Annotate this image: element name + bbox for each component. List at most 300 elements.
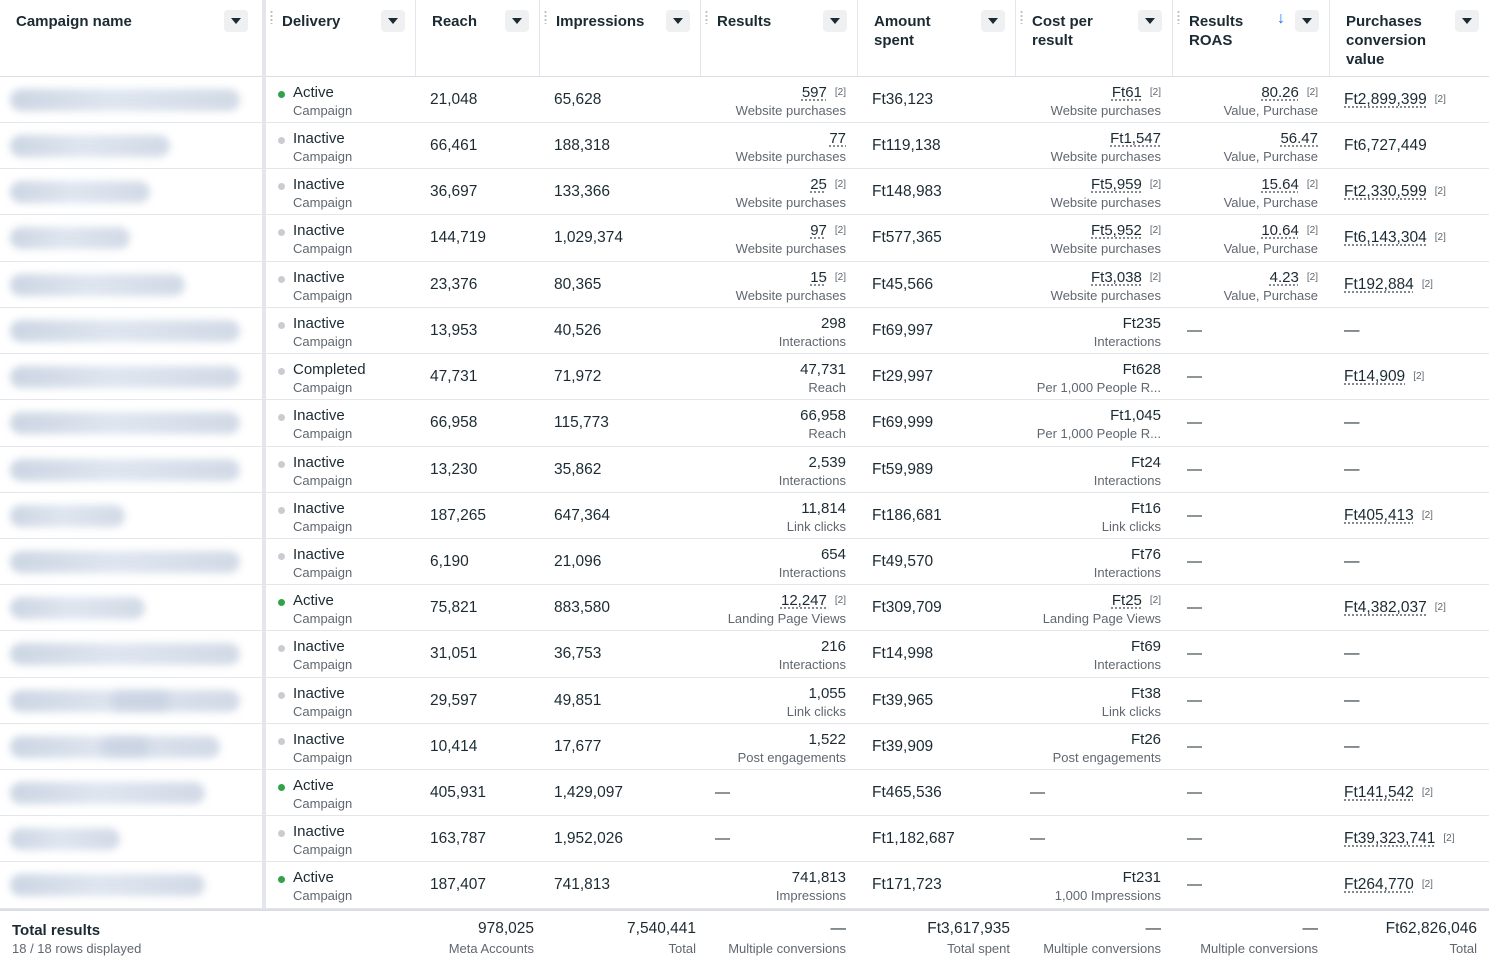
results-label: Link clicks: [786, 519, 846, 534]
campaign-name-redacted-part: [110, 692, 170, 710]
results-value-line: [701, 499, 846, 518]
header-label: Reach: [432, 13, 478, 30]
column-resize-handle[interactable]: [1020, 10, 1023, 24]
roas-empty: —: [1187, 368, 1202, 385]
table-row[interactable]: [0, 862, 1489, 909]
results-value-line: [701, 591, 846, 610]
results-value: 2,539: [808, 454, 846, 471]
results-cell: [701, 539, 846, 585]
reach-cell: 29,597: [430, 692, 478, 709]
pcv-value[interactable]: Ft14,909: [1344, 368, 1406, 385]
cpr-value[interactable]: Ft5,952: [1091, 222, 1142, 239]
results-label: Interactions: [778, 473, 846, 488]
cost-per-result-cell: [1016, 770, 1161, 816]
table-row[interactable]: [0, 400, 1489, 447]
campaign-name-cell[interactable]: [0, 308, 262, 354]
purchases-conversion-value-cell: [1330, 262, 1489, 308]
table-row[interactable]: [0, 354, 1489, 400]
cpr-empty: —: [1030, 830, 1045, 847]
footnote-marker: [2]: [1306, 272, 1318, 283]
table-row[interactable]: [0, 169, 1489, 215]
delivery-cell: [266, 169, 416, 215]
delivery-cell: [266, 308, 416, 354]
reach-cell: 187,265: [430, 507, 487, 524]
status-dot-icon: [278, 599, 285, 606]
delivery-level: Campaign: [293, 241, 353, 256]
campaign-name-redacted[interactable]: [10, 320, 240, 342]
results-label: Website purchases: [735, 149, 846, 164]
purchases-conversion-value-cell: [1330, 169, 1489, 215]
impressions-cell: 1,429,097: [554, 784, 623, 801]
cpr-value: Ft76: [1130, 546, 1161, 563]
table-row[interactable]: [0, 539, 1489, 585]
status-dot-icon: [278, 91, 285, 98]
cpr-value: Ft26: [1130, 731, 1161, 748]
delivery-cell: [266, 493, 416, 539]
cost-per-result-cell: [1016, 585, 1161, 631]
caret-down-icon[interactable]: [666, 10, 690, 32]
results-label: Reach: [808, 380, 846, 395]
cpr-label: Website purchases: [1050, 195, 1161, 210]
impressions-cell: 1,029,374: [554, 229, 623, 246]
footnote-marker: [2]: [1149, 179, 1161, 190]
roas-empty: —: [1187, 507, 1202, 524]
header-delivery[interactable]: [266, 0, 416, 76]
table-row[interactable]: [0, 631, 1489, 678]
header-cost-per-result[interactable]: [1016, 0, 1173, 76]
status-dot-icon: [278, 692, 285, 699]
cpr-label: Interactions: [1093, 473, 1161, 488]
pcv-value[interactable]: Ft192,884: [1344, 276, 1414, 293]
campaign-name-cell[interactable]: [0, 400, 262, 446]
delivery-status: Inactive: [293, 130, 345, 147]
amount-spent-cell: Ft69,997: [872, 322, 934, 339]
table-row[interactable]: [0, 262, 1489, 308]
campaign-name-redacted[interactable]: [10, 459, 240, 481]
cost-per-result-cell: [1016, 400, 1161, 446]
caret-down-icon[interactable]: [1455, 10, 1479, 32]
pcv-value[interactable]: Ft264,770: [1344, 876, 1414, 893]
arrow-down-icon[interactable]: ↓: [1277, 10, 1285, 27]
roas-value[interactable]: 56.47: [1280, 130, 1318, 147]
footnote-marker: [2]: [1421, 279, 1433, 290]
caret-down-icon[interactable]: [1138, 10, 1162, 32]
delivery-status: Inactive: [293, 546, 345, 563]
delivery-level: Campaign: [293, 149, 353, 164]
campaign-name-redacted[interactable]: [10, 828, 120, 850]
campaign-name-redacted[interactable]: [10, 874, 205, 896]
footnote-marker: [2]: [1306, 87, 1318, 98]
delivery-cell: [266, 724, 416, 770]
cpr-value[interactable]: Ft3,038: [1091, 269, 1142, 286]
caret-down-icon[interactable]: [505, 10, 529, 32]
roas-value-line: [1173, 129, 1318, 148]
delivery-cell: [266, 77, 416, 123]
header-reach[interactable]: [416, 0, 540, 76]
caret-down-icon[interactable]: [981, 10, 1005, 32]
results-roas-cell: [1173, 308, 1318, 354]
roas-empty: —: [1187, 784, 1202, 801]
cpr-label: Interactions: [1093, 657, 1161, 672]
results-value[interactable]: 12,247: [780, 592, 827, 609]
results-value: 47,731: [800, 361, 846, 378]
campaign-name-cell[interactable]: [0, 770, 262, 816]
pcv-value[interactable]: Ft2,330,599: [1344, 183, 1427, 200]
roas-empty: —: [1187, 461, 1202, 478]
total-reach-label: Meta Accounts: [448, 941, 534, 956]
campaign-name-redacted[interactable]: [10, 551, 240, 573]
campaign-name-cell[interactable]: [0, 585, 262, 631]
results-label: Post engagements: [737, 750, 846, 765]
status-dot-icon: [278, 183, 285, 190]
table-row[interactable]: [0, 724, 1489, 770]
purchases-conversion-value-cell: —: [1344, 645, 1360, 662]
results-value-line: [701, 730, 846, 749]
delivery-level: Campaign: [293, 103, 353, 118]
total-amount-value: Ft3,617,935: [927, 920, 1010, 937]
footnote-marker: [2]: [1149, 225, 1161, 236]
campaign-name-cell[interactable]: [0, 678, 262, 724]
roas-value-line: [1173, 175, 1318, 194]
results-roas-cell: [1173, 215, 1318, 261]
reach-cell: 13,953: [430, 322, 478, 339]
total-results-label: Multiple conversions: [728, 941, 846, 956]
delivery-cell: [266, 539, 416, 585]
campaign-name-cell[interactable]: [0, 447, 262, 493]
purchases-conversion-value-cell: —: [1344, 553, 1360, 570]
delivery-level: Campaign: [293, 888, 353, 903]
results-value: 741,813: [791, 869, 846, 886]
campaign-name-cell[interactable]: [0, 539, 262, 585]
total-impressions-value: 7,540,441: [627, 920, 696, 937]
total-pcv-value: Ft62,826,046: [1385, 920, 1477, 937]
cpr-value[interactable]: Ft25: [1111, 592, 1142, 609]
campaign-name-cell[interactable]: [0, 169, 262, 215]
cpr-value-line: [1016, 499, 1161, 518]
results-cell: [701, 169, 846, 215]
impressions-cell: 21,096: [554, 553, 602, 570]
results-cell: [701, 308, 846, 354]
cost-per-result-cell: [1016, 308, 1161, 354]
delivery-status: Inactive: [293, 454, 345, 471]
results-value-line: [701, 360, 846, 379]
amount-spent-cell: Ft465,536: [872, 784, 942, 801]
results-value-line: [701, 453, 846, 472]
campaign-name-cell[interactable]: [0, 215, 262, 261]
amount-spent-cell: Ft171,723: [872, 876, 942, 893]
cpr-value-line: [1016, 730, 1161, 749]
results-cell: [701, 770, 846, 816]
delivery-cell: [266, 354, 416, 400]
total-purchases-conversion-value: [1330, 919, 1477, 959]
campaign-name-cell[interactable]: [0, 123, 262, 169]
roas-empty: —: [1187, 414, 1202, 431]
amount-spent-cell: Ft186,681: [872, 507, 942, 524]
results-value-line: [701, 868, 846, 887]
header-amount-spent[interactable]: [858, 0, 1016, 76]
campaign-name-redacted[interactable]: [10, 782, 205, 804]
column-resize-handle[interactable]: [1177, 10, 1180, 24]
footnote-marker: [2]: [1443, 833, 1455, 844]
header-results-roas[interactable]: [1173, 0, 1330, 76]
roas-value-line: [1173, 221, 1318, 240]
results-value: 66,958: [800, 407, 846, 424]
results-roas-cell: [1173, 539, 1318, 585]
delivery-status: Inactive: [293, 176, 345, 193]
campaign-name-cell[interactable]: [0, 493, 262, 539]
reach-cell: 23,376: [430, 276, 478, 293]
delivery-status: Completed: [293, 361, 366, 378]
table-row[interactable]: [0, 585, 1489, 631]
footnote-marker: [2]: [834, 179, 846, 190]
cpr-label: Website purchases: [1050, 288, 1161, 303]
pcv-value[interactable]: Ft39,323,741: [1344, 830, 1436, 847]
caret-down-icon[interactable]: [381, 10, 405, 32]
campaign-name-cell[interactable]: [0, 262, 262, 308]
roas-value[interactable]: 4.23: [1269, 269, 1299, 286]
delivery-status: Inactive: [293, 731, 345, 748]
footnote-marker: [2]: [1421, 510, 1433, 521]
status-dot-icon: [278, 461, 285, 468]
cost-per-result-cell: [1016, 724, 1161, 770]
campaign-name-redacted[interactable]: [10, 274, 185, 296]
pcv-value[interactable]: Ft405,413: [1344, 507, 1414, 524]
results-label: Impressions: [775, 888, 846, 903]
roas-empty: —: [1187, 876, 1202, 893]
impressions-cell: 40,526: [554, 322, 602, 339]
table-row[interactable]: [0, 770, 1489, 816]
footnote-marker: [2]: [1306, 225, 1318, 236]
results-label: Website purchases: [735, 288, 846, 303]
roas-empty: —: [1187, 645, 1202, 662]
total-impressions: [540, 919, 696, 959]
pcv-value[interactable]: Ft141,542: [1344, 784, 1414, 801]
total-amount-spent: [858, 919, 1010, 959]
results-label: Landing Page Views: [727, 611, 846, 626]
roas-empty: —: [1187, 322, 1202, 339]
delivery-cell: [266, 447, 416, 493]
column-resize-handle[interactable]: [705, 10, 708, 24]
campaign-name-redacted[interactable]: [10, 227, 130, 249]
results-value-line: [701, 314, 846, 333]
roas-label: Value, Purchase: [1223, 195, 1318, 210]
results-cell: [701, 262, 846, 308]
cpr-value: Ft235: [1122, 315, 1161, 332]
cost-per-result-cell: [1016, 862, 1161, 908]
table-row[interactable]: [0, 215, 1489, 262]
roas-value[interactable]: 10.64: [1261, 222, 1299, 239]
roas-label: Value, Purchase: [1223, 149, 1318, 164]
purchases-conversion-value-cell: [1330, 585, 1489, 631]
header-label-line: Results: [1189, 13, 1244, 30]
pcv-value: Ft6,727,449: [1344, 137, 1427, 154]
results-cell: [701, 123, 846, 169]
impressions-cell: 115,773: [554, 414, 609, 431]
campaign-name-cell[interactable]: [0, 77, 262, 123]
footnote-marker: [2]: [1434, 232, 1446, 243]
total-roas-value: —: [1302, 920, 1318, 937]
impressions-cell: 741,813: [554, 876, 611, 893]
cpr-value[interactable]: Ft5,959: [1091, 176, 1142, 193]
campaign-name-redacted[interactable]: [10, 366, 240, 388]
footnote-marker: [2]: [1434, 94, 1446, 105]
impressions-cell: 17,677: [554, 738, 602, 755]
delivery-level: Campaign: [293, 611, 353, 626]
amount-spent-cell: Ft29,997: [872, 368, 934, 385]
reach-cell: 66,461: [430, 137, 478, 154]
cost-per-result-cell: [1016, 816, 1161, 862]
delivery-level: Campaign: [293, 704, 353, 719]
column-resize-handle[interactable]: [270, 10, 273, 24]
results-value-line: [701, 175, 846, 194]
impressions-cell: 188,318: [554, 137, 611, 154]
reach-cell: 31,051: [430, 645, 478, 662]
delivery-cell: [266, 816, 416, 862]
delivery-status: Active: [293, 777, 334, 794]
header-purchases-conversion-value[interactable]: [1330, 0, 1489, 76]
roas-value[interactable]: 80.26: [1261, 84, 1299, 101]
cpr-label: Website purchases: [1050, 149, 1161, 164]
cpr-value-line: [1016, 591, 1161, 610]
results-label: Link clicks: [786, 704, 846, 719]
cost-per-result-cell: [1016, 631, 1161, 677]
caret-down-icon[interactable]: [1295, 10, 1319, 32]
total-results-value: —: [830, 920, 846, 937]
campaign-name-redacted[interactable]: [10, 135, 170, 157]
campaign-name-redacted-part: [100, 738, 150, 756]
campaign-name-cell[interactable]: [0, 354, 262, 400]
cpr-label: Link clicks: [1101, 519, 1161, 534]
status-dot-icon: [278, 645, 285, 652]
results-cell: [701, 816, 846, 862]
campaign-name-redacted[interactable]: [10, 89, 240, 111]
results-value-line: [701, 221, 846, 240]
totals-title: [12, 921, 141, 958]
results-value-line: [701, 268, 846, 287]
amount-spent-cell: Ft119,138: [872, 137, 941, 154]
table-row[interactable]: [0, 447, 1489, 493]
campaign-name-redacted[interactable]: [10, 412, 240, 434]
reach-cell: 75,821: [430, 599, 478, 616]
roas-label: Value, Purchase: [1223, 103, 1318, 118]
footnote-marker: [2]: [1434, 186, 1446, 197]
delivery-cell: [266, 123, 416, 169]
campaign-name-cell[interactable]: [0, 631, 262, 677]
footnote-marker: [2]: [834, 225, 846, 236]
caret-down-icon[interactable]: [823, 10, 847, 32]
column-resize-handle[interactable]: [544, 10, 547, 24]
total-results: [701, 919, 846, 959]
roas-value[interactable]: 15.64: [1261, 176, 1299, 193]
campaign-name-redacted[interactable]: [10, 597, 145, 619]
header-label-line: Amount: [874, 13, 931, 30]
pcv-value[interactable]: Ft6,143,304: [1344, 229, 1427, 246]
delivery-cell: [266, 631, 416, 677]
pcv-value[interactable]: Ft2,899,399: [1344, 91, 1427, 108]
results-value[interactable]: 597: [801, 84, 827, 101]
cpr-value-line: [1016, 406, 1161, 425]
delivery-status: Inactive: [293, 823, 345, 840]
results-cell: [701, 215, 846, 261]
campaign-name-redacted[interactable]: [10, 505, 125, 527]
table-row[interactable]: [0, 816, 1489, 862]
cpr-empty: —: [1030, 784, 1045, 801]
results-roas-cell: [1173, 585, 1318, 631]
cpr-value-line: [1016, 221, 1161, 240]
pcv-value[interactable]: Ft4,382,037: [1344, 599, 1427, 616]
amount-spent-cell: Ft45,566: [872, 276, 934, 293]
footnote-marker: [2]: [1306, 179, 1318, 190]
table-row[interactable]: [0, 308, 1489, 354]
purchases-conversion-value-cell: [1330, 770, 1489, 816]
campaign-name-redacted[interactable]: [10, 181, 150, 203]
table-row[interactable]: [0, 493, 1489, 539]
table-row[interactable]: [0, 678, 1489, 724]
header-label-line: Cost per: [1032, 13, 1093, 30]
table-row[interactable]: [0, 123, 1489, 169]
status-dot-icon: [278, 784, 285, 791]
amount-spent-cell: Ft59,989: [872, 461, 934, 478]
purchases-conversion-value-cell: —: [1344, 692, 1360, 709]
impressions-cell: 65,628: [554, 91, 602, 108]
header-impressions[interactable]: [540, 0, 701, 76]
results-value: 11,814: [801, 500, 846, 517]
campaign-name-cell[interactable]: [0, 862, 262, 908]
amount-spent-cell: Ft39,965: [872, 692, 934, 709]
header-label-line: result: [1032, 32, 1073, 49]
cpr-label: Landing Page Views: [1042, 611, 1161, 626]
cpr-value: Ft1,045: [1110, 407, 1161, 424]
delivery-cell: [266, 770, 416, 816]
results-cell: [701, 400, 846, 446]
header-label: Impressions: [556, 13, 645, 30]
results-value[interactable]: 77: [829, 130, 846, 147]
totals-title-text: Total results: [12, 922, 101, 939]
cpr-value-line: [1016, 684, 1161, 703]
delivery-level: Campaign: [293, 750, 353, 765]
campaign-name-cell[interactable]: [0, 724, 262, 770]
header-label-line: conversion: [1346, 32, 1427, 49]
status-dot-icon: [278, 876, 285, 883]
amount-spent-cell: Ft309,709: [872, 599, 942, 616]
cpr-value[interactable]: Ft1,547: [1110, 130, 1161, 147]
results-cell: [701, 447, 846, 493]
results-roas-cell: [1173, 400, 1318, 446]
reach-cell: 405,931: [430, 784, 487, 801]
cpr-value[interactable]: Ft61: [1111, 84, 1142, 101]
header-label-line: spent: [874, 32, 915, 49]
cost-per-result-cell: [1016, 493, 1161, 539]
header-campaign-name[interactable]: [0, 0, 262, 76]
results-label: Website purchases: [735, 103, 846, 118]
delivery-status: Active: [293, 84, 334, 101]
caret-down-icon[interactable]: [224, 10, 248, 32]
cost-per-result-cell: [1016, 123, 1161, 169]
table-row[interactable]: [0, 77, 1489, 123]
purchases-conversion-value-cell: [1330, 862, 1489, 908]
delivery-level: Campaign: [293, 842, 353, 857]
impressions-cell: 35,862: [554, 461, 602, 478]
results-value[interactable]: 25: [810, 176, 827, 193]
results-value[interactable]: 97: [810, 222, 827, 239]
amount-spent-cell: Ft14,998: [872, 645, 934, 662]
header-label-line: Purchases: [1346, 13, 1422, 30]
results-value[interactable]: 15: [810, 269, 827, 286]
campaign-name-cell[interactable]: [0, 816, 262, 862]
campaign-name-redacted[interactable]: [10, 643, 240, 665]
status-dot-icon: [278, 738, 285, 745]
header-results[interactable]: [701, 0, 858, 76]
